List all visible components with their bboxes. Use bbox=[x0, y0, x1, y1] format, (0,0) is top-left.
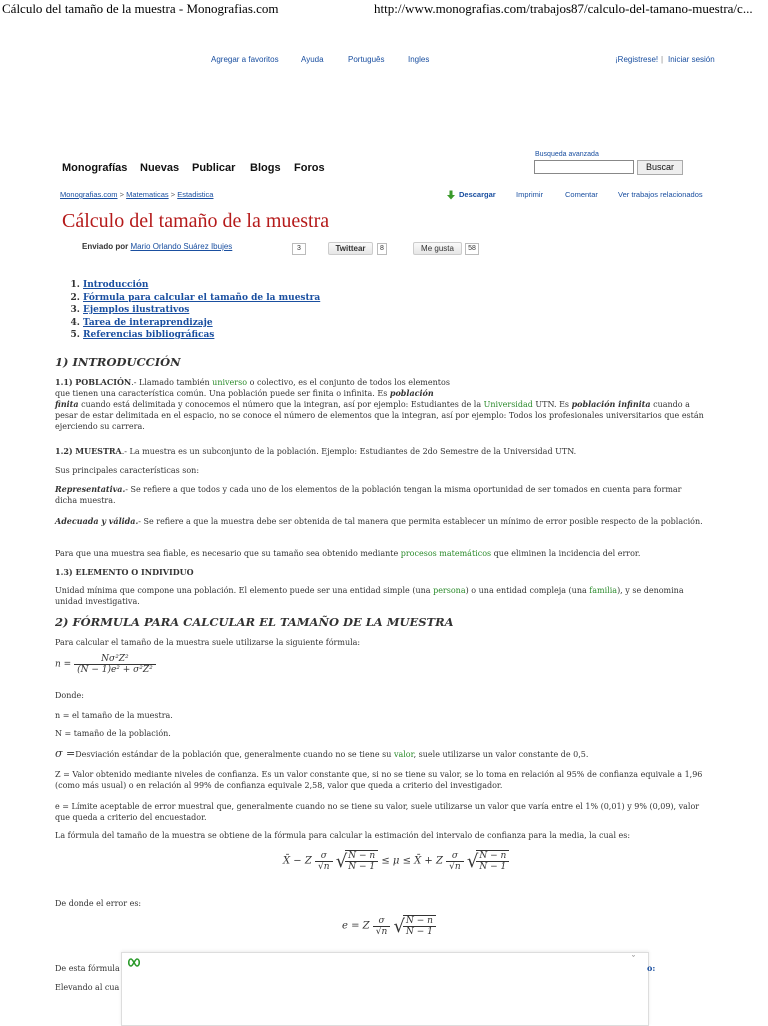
overlay-collapse-icon[interactable]: ˇ bbox=[632, 954, 635, 964]
link-universo[interactable]: universo bbox=[212, 378, 248, 387]
toc-item bbox=[83, 292, 320, 305]
search-input[interactable] bbox=[534, 160, 634, 174]
nav-item-foros[interactable]: Foros bbox=[294, 162, 325, 174]
subheading-elemento-text: 1.3) ELEMENTO O INDIVIDUO bbox=[55, 567, 194, 577]
tweet-button[interactable]: Twittear bbox=[328, 242, 373, 255]
formula-sample-size bbox=[55, 654, 156, 675]
portuguese-link[interactable]: Português bbox=[348, 55, 385, 64]
paragraph-elemento bbox=[55, 585, 705, 607]
print-link[interactable]: Imprimir bbox=[516, 190, 544, 199]
text: - Se refiere a que todos y cada uno de los elementos de la población tengan la misma oportunidad de ser tomados en cuenta para formar dicha muestra. bbox=[55, 485, 682, 505]
register-link[interactable]: ¡Registrese! bbox=[615, 55, 659, 64]
toc-item bbox=[83, 317, 320, 330]
formula-fraction bbox=[74, 654, 156, 675]
formula-lhs: n = bbox=[55, 659, 72, 670]
subheading-elemento bbox=[55, 567, 705, 578]
text: que eliminen la incidencia del error. bbox=[491, 549, 641, 558]
related-works-link[interactable]: Ver trabajos relacionados bbox=[618, 190, 703, 199]
add-favorites-link[interactable]: Agregar a favoritos bbox=[211, 55, 279, 64]
toc-link-ejemplos[interactable]: Ejemplos ilustrativos bbox=[83, 305, 190, 315]
keyword-adecuada: Adecuada y válida. bbox=[55, 516, 139, 526]
formula-denominator: (N − 1)e² + σ²Z² bbox=[77, 665, 153, 675]
text: UTN. Es bbox=[532, 400, 572, 409]
formula-error: e = Z $\frac{\sigma}{√n}$ √ $\frac{N - n}{N - 1}$ bbox=[342, 915, 436, 937]
breadcrumb-item-home[interactable]: Monografias.com bbox=[60, 190, 118, 199]
definition-z: Z = Valor obtenido mediante niveles de confianza. Es un valor constante que, si no se tiene su valor, se lo toma en relación al 95% de confianza equivale a 1,96 (como más usual) o en relación al 99% de confianza equivale 2,58, valor que queda a criterio del investigador. bbox=[55, 770, 703, 790]
print-header-url: http://www.monografias.com/trabajos87/calculo-del-tamano-muestra/c... bbox=[374, 1, 753, 16]
definition-N: N = tamaño de la población. bbox=[55, 729, 171, 738]
print-header-title: Cálculo del tamaño de la muestra - Monografias.com bbox=[2, 1, 279, 16]
keyword-representativa: Representativa. bbox=[55, 484, 126, 494]
author-label: Enviado por bbox=[82, 242, 129, 251]
paragraph-caracteristicas: Sus principales características son: bbox=[55, 466, 200, 475]
link-persona[interactable]: persona bbox=[433, 586, 466, 595]
definition-n: n = el tamaño de la muestra. bbox=[55, 711, 173, 720]
link-familia[interactable]: familia bbox=[589, 586, 618, 595]
breadcrumb-item-matematicas[interactable]: Matematicas bbox=[126, 190, 169, 199]
text: Desviación estándar de la población que, generalmente cuando no se tiene su bbox=[75, 750, 394, 759]
keyword-finita: finita bbox=[55, 399, 79, 409]
nav-item-blogs[interactable]: Blogs bbox=[250, 162, 281, 174]
infinity-icon bbox=[128, 958, 140, 967]
advanced-search-link[interactable]: Busqueda avanzada bbox=[535, 151, 599, 158]
toc-link-referencias[interactable]: Referencias bibliográficas bbox=[83, 330, 215, 340]
text: Unidad mínima que compone una población. El elemento puede ser una entidad simple (una bbox=[55, 586, 434, 595]
text: ), y se denomina unidad investigativa. bbox=[55, 586, 684, 606]
section-heading-formula: 2) FÓRMULA PARA CALCULAR EL TAMAÑO DE LA MUESTRA bbox=[55, 615, 454, 629]
text: o colectivo, es el conjunto de todos los elementos bbox=[247, 378, 450, 387]
text: .- Llamado también bbox=[131, 378, 213, 387]
overlay-right-text: o: bbox=[647, 963, 656, 973]
print-header bbox=[0, 0, 768, 18]
help-link[interactable]: Ayuda bbox=[301, 55, 324, 64]
keyword-poblacion-infinita: población infinita bbox=[571, 399, 651, 409]
toc-item bbox=[83, 279, 320, 292]
keyword-muestra: MUESTRA bbox=[75, 446, 122, 456]
sigma-symbol: σ = bbox=[55, 747, 76, 760]
toc-item bbox=[83, 304, 320, 317]
paragraph-error: De donde el error es: bbox=[55, 899, 142, 908]
link-procesos-matematicos[interactable]: procesos matemáticos bbox=[400, 549, 492, 558]
comment-link[interactable]: Comentar bbox=[565, 190, 598, 199]
paragraph-muestra bbox=[55, 446, 705, 457]
paragraph-poblacion bbox=[55, 377, 705, 432]
section-number: 1.2) bbox=[55, 446, 73, 456]
like-count: 58 bbox=[465, 243, 479, 255]
page-title: Cálculo del tamaño de la muestra bbox=[62, 210, 330, 232]
like-button[interactable]: Me gusta bbox=[413, 242, 462, 255]
download-link[interactable]: Descargar bbox=[459, 190, 496, 199]
top-links bbox=[0, 55, 768, 67]
link-valor[interactable]: valor bbox=[393, 750, 414, 759]
toc-link-formula[interactable]: Fórmula para calcular el tamaño de la muestra bbox=[83, 292, 321, 303]
paragraph-de-esta: De esta fórmula bbox=[55, 964, 120, 973]
text: .- La muestra es un subconjunto de la población. Ejemplo: Estudiantes de 2do Semestre de la Universidad UTN. bbox=[121, 447, 577, 456]
text: - Se refiere a que la muestra debe ser obtenida de tal manera que permita establecer un mínimo de error posible respecto de la población. bbox=[138, 517, 703, 526]
link-universidad[interactable]: Universidad bbox=[483, 400, 533, 409]
text: Para que una muestra sea fiable, es necesario que su tamaño sea obtenido mediante bbox=[55, 549, 401, 558]
breadcrumb-item-estadistica[interactable]: Estadistica bbox=[177, 190, 214, 199]
definition-e: e = Límite aceptable de error muestral que, generalmente cuando no se tiene su valor, suele utilizarse un valor que varía entre el 1% (0,01) y 9% (0,09), valor que queda a criterio del encuestador. bbox=[55, 802, 700, 822]
text: cuando está delimitada y conocemos el número que la integran, así por ejemplo: Estudiantes de la bbox=[78, 400, 484, 409]
search-button[interactable]: Buscar bbox=[637, 160, 683, 175]
nav-item-publicar[interactable]: Publicar bbox=[192, 162, 236, 174]
definition-sigma bbox=[55, 748, 705, 760]
paragraph-formula-intro: Para calcular el tamaño de la muestra suele utilizarse la siguiente fórmula: bbox=[55, 638, 361, 647]
toc-link-introduccion[interactable]: Introducción bbox=[83, 280, 149, 290]
nav-item-nuevas[interactable]: Nuevas bbox=[140, 162, 180, 174]
paragraph-representativa bbox=[55, 484, 705, 506]
formula-confidence-interval: X̄ − Z $\frac{\sigma}{√n}$ √ $\frac{N - n}{N - 1}$ ≤ μ ≤ X̄ + Z $\frac{\sigma}{√n}$ √ $\frac{N - n}{N - 1}$ bbox=[283, 850, 509, 872]
nav-item-monografias[interactable]: Monografías bbox=[62, 162, 128, 174]
section-number: 1.1) bbox=[55, 377, 73, 387]
formula-numerator: Nσ²Z² bbox=[74, 654, 156, 665]
tweet-count: 8 bbox=[377, 243, 387, 255]
breadcrumb-separator: > bbox=[170, 190, 176, 199]
english-link[interactable]: Ingles bbox=[408, 55, 430, 64]
section-heading-introduccion: 1) INTRODUCCIÓN bbox=[55, 355, 181, 369]
login-link[interactable]: Iniciar sesión bbox=[668, 55, 715, 64]
text: ) o una entidad compleja (una bbox=[465, 586, 590, 595]
keyword-poblacion: POBLACIÓN bbox=[75, 377, 132, 387]
toc-item bbox=[83, 329, 320, 342]
label-donde: Donde: bbox=[55, 691, 84, 700]
top-links-divider: | bbox=[661, 55, 664, 64]
paragraph-derivation: La fórmula del tamaño de la muestra se obtiene de la fórmula para calcular la estimación del intervalo de confianza para la media, la cual es: bbox=[55, 831, 631, 840]
text: cuando a pesar de estar delimitada en el espacio, no se conoce el número de elementos que la integran, así por ejemplo: Todos los profesionales universitarios que están ejerciendo su carrera. bbox=[55, 400, 704, 431]
breadcrumb-separator: > bbox=[119, 190, 125, 199]
author-link[interactable]: Mario Orlando Suárez Ibujes bbox=[130, 242, 233, 251]
text: que tienen una característica común. Una población puede ser finita o infinita. Es bbox=[55, 389, 390, 398]
table-of-contents bbox=[70, 279, 320, 342]
paragraph-elevando: Elevando al cua bbox=[55, 983, 120, 992]
paragraph-adecuada bbox=[55, 516, 705, 527]
toc-link-tarea[interactable]: Tarea de interaprendizaje bbox=[83, 317, 213, 328]
share-count: 3 bbox=[292, 243, 306, 255]
keyword-poblacion-finita: población bbox=[389, 388, 434, 398]
article-actions bbox=[0, 190, 768, 202]
overlay-panel[interactable] bbox=[121, 952, 649, 1026]
author-row bbox=[82, 242, 232, 251]
text: , suele utilizarse un valor constante de 0,5. bbox=[413, 750, 589, 759]
paragraph-fiable bbox=[55, 548, 705, 559]
